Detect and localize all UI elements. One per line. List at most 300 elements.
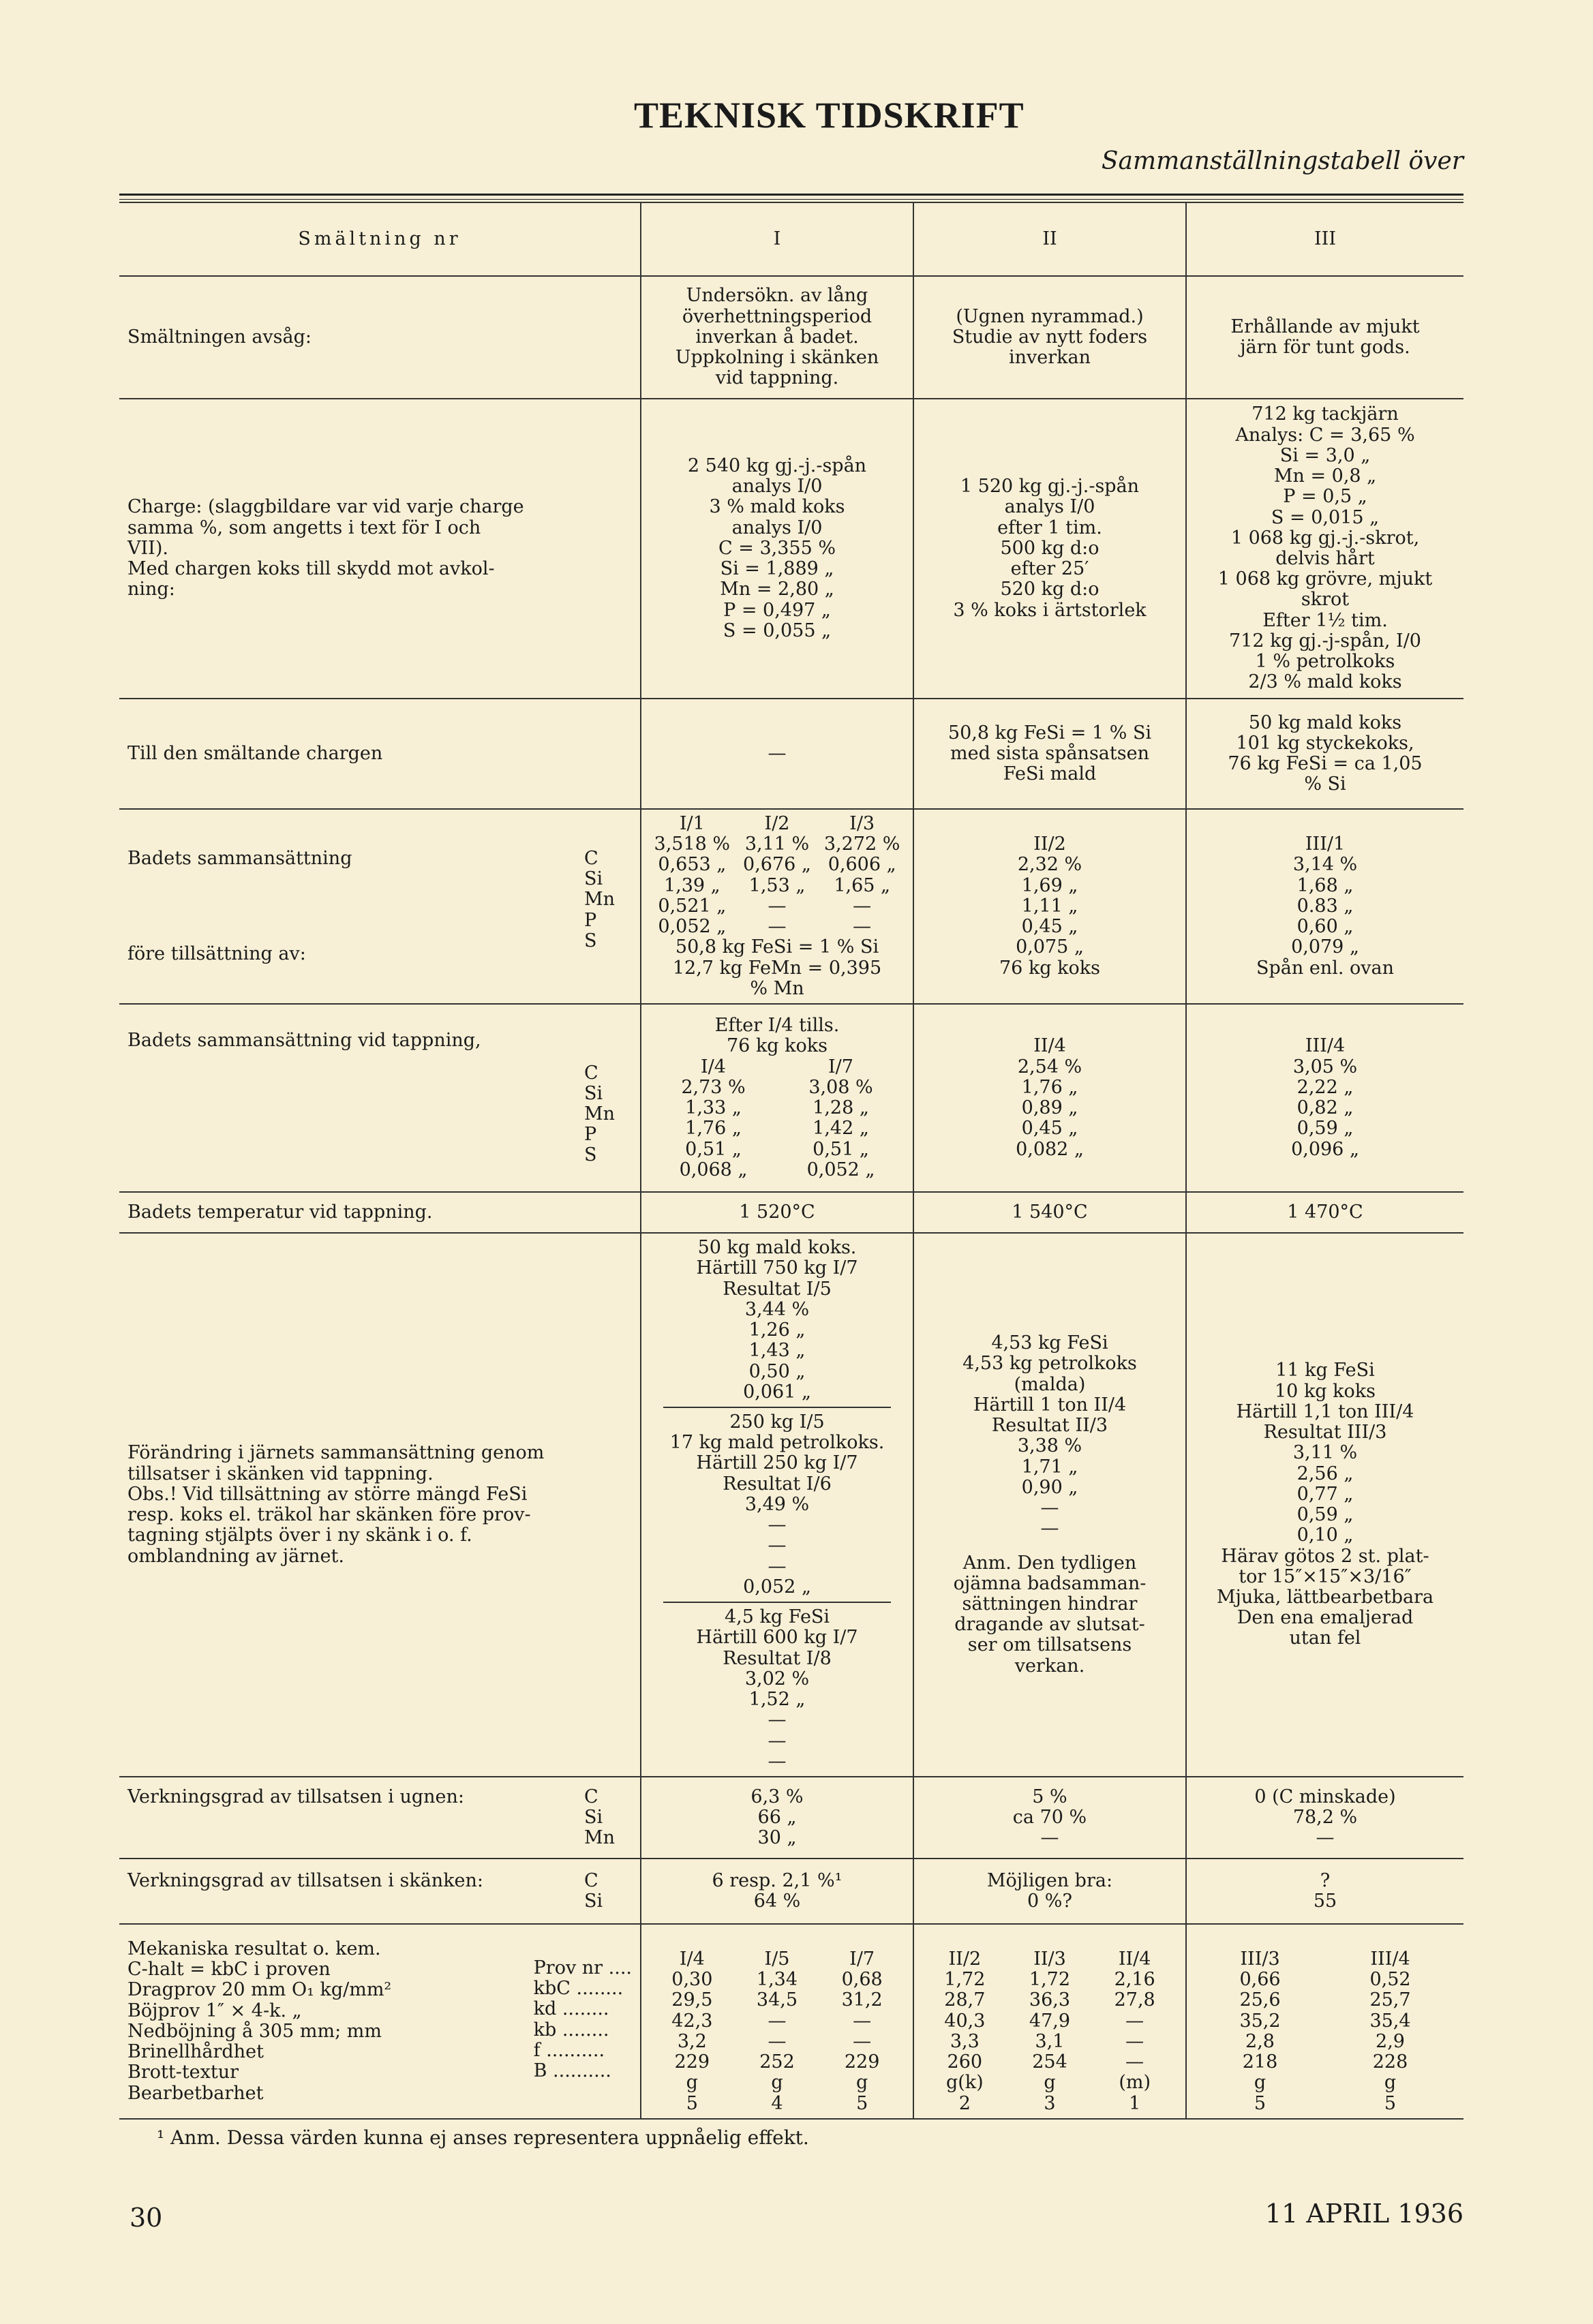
text-line: II/3 bbox=[1033, 1948, 1066, 1970]
table-cell: g(k) bbox=[945, 2072, 984, 2094]
forandring-2 bbox=[913, 1233, 1186, 1777]
text-line: 712 kg tackjärn bbox=[1251, 403, 1399, 425]
text-line: 66 „ bbox=[757, 1806, 797, 1828]
text-line: Resultat I/8 bbox=[723, 1647, 832, 1669]
text-line: Spån enl. ovan bbox=[1256, 957, 1394, 979]
text-line: 1 068 kg gj.-j.-skrot, bbox=[1230, 527, 1420, 549]
label-charge bbox=[119, 399, 641, 699]
text-line: tor 15″×15″×3/16″ bbox=[1239, 1565, 1412, 1587]
table-cell: 3,3 bbox=[950, 2030, 980, 2052]
text-line: C = 3,355 % bbox=[718, 537, 836, 559]
table-cell: 25,7 bbox=[1369, 1989, 1411, 2011]
badets-tappning-3 bbox=[1186, 1004, 1463, 1192]
text-line: Anm. Den tydligen bbox=[962, 1552, 1137, 1574]
table-cell: 5 bbox=[856, 2092, 868, 2114]
mek-1-rows bbox=[650, 1970, 905, 2114]
text-line: 76 kg FeSi = ca 1,05 bbox=[1228, 753, 1423, 774]
text-line: 50 kg mald koks. bbox=[697, 1237, 857, 1259]
table-cell: 252 bbox=[759, 2051, 795, 2073]
text-line: vid tappning. bbox=[715, 367, 839, 389]
table-cell: — bbox=[768, 2010, 787, 2032]
text-line: III/4 bbox=[1370, 1948, 1410, 1970]
table-cell: 0,653 „ bbox=[658, 854, 727, 876]
text-line: Studie av nytt foders bbox=[952, 326, 1148, 348]
forandring-1-a bbox=[650, 1238, 905, 1403]
table-cell: 0,30 bbox=[671, 1969, 713, 1991]
avsag-1 bbox=[641, 276, 913, 399]
table-cell: 3,518 % bbox=[654, 834, 731, 855]
text-line: — bbox=[768, 1514, 787, 1536]
text-line: I/5 bbox=[764, 1948, 790, 1970]
text-line: 3,49 % bbox=[744, 1493, 810, 1515]
mek-1 bbox=[641, 1924, 913, 2119]
badets-fore-2 bbox=[913, 809, 1186, 1004]
table-cell: — bbox=[768, 916, 787, 938]
text-line: Den ena emaljerad bbox=[1237, 1607, 1414, 1629]
text-line: Si bbox=[584, 1082, 603, 1104]
row-badets-tappning bbox=[119, 1004, 1463, 1192]
table-cell: 5 bbox=[686, 2092, 698, 2114]
text-line: 4,53 kg petrolkoks bbox=[962, 1353, 1137, 1375]
text-line: 1,71 „ bbox=[1021, 1456, 1078, 1478]
text-line: 1,76 „ bbox=[1021, 1076, 1078, 1098]
text-line: 4,5 kg FeSi bbox=[724, 1606, 830, 1628]
mek-2-rows bbox=[922, 1970, 1177, 2114]
text-line: 1 520 kg gj.-j.-spån bbox=[960, 476, 1140, 498]
till-3 bbox=[1186, 699, 1463, 809]
badets-tappning-1 bbox=[641, 1004, 913, 1192]
text-line: — bbox=[768, 1750, 787, 1772]
text-line: Förändring i järnets sammansättning genom bbox=[127, 1442, 545, 1464]
text-line: Mekaniska resultat o. kem. bbox=[127, 1938, 381, 1959]
text-line: II/4 bbox=[1118, 1948, 1151, 1970]
text-line: Mjuka, lättbearbetbara bbox=[1216, 1586, 1434, 1608]
text-line: Undersökn. av lång bbox=[686, 285, 868, 307]
text-line: Prov nr .... bbox=[533, 1957, 632, 1978]
text-line: FeSi mald bbox=[1003, 763, 1097, 785]
ugnen-1 bbox=[641, 1777, 913, 1859]
text-line: 0,89 „ bbox=[1021, 1097, 1078, 1119]
divider bbox=[663, 1602, 891, 1603]
row-avsag bbox=[119, 276, 1463, 399]
text-line: 11 kg FeSi bbox=[1275, 1360, 1375, 1381]
till-2 bbox=[913, 699, 1186, 809]
table-cell: g bbox=[1384, 2072, 1397, 2094]
text-line: 712 kg gj.-j-spån, I/0 bbox=[1229, 630, 1421, 652]
table-cell: 1,72 bbox=[944, 1969, 986, 1991]
text-line: 5 % bbox=[1032, 1786, 1067, 1807]
text-line: Härav götos 2 st. plat- bbox=[1221, 1545, 1429, 1567]
text-line: 0,096 „ bbox=[1291, 1138, 1359, 1160]
table-cell: 5 bbox=[1384, 2092, 1397, 2114]
text-line: Mn = 2,80 „ bbox=[720, 579, 834, 600]
mek-labels bbox=[127, 1939, 391, 2104]
text-line: Si bbox=[584, 1806, 603, 1828]
table-cell: 3,2 bbox=[677, 2030, 707, 2052]
table-cell: 28,7 bbox=[944, 1989, 986, 2011]
text-line: Mn bbox=[584, 1827, 616, 1849]
table-cell: 1,53 „ bbox=[748, 874, 806, 896]
table-cell: 2,9 bbox=[1376, 2030, 1405, 2052]
label-ugnen bbox=[119, 1777, 641, 1859]
text-line: tillsatser i skänken vid tappning. bbox=[127, 1463, 434, 1484]
text-line: — bbox=[1316, 1827, 1335, 1849]
label-smaltning-nr: Smältning nr bbox=[119, 202, 641, 276]
badets-fore-elements bbox=[584, 848, 632, 964]
text-line: 1,68 „ bbox=[1296, 874, 1354, 896]
top-rule-thin bbox=[119, 199, 1463, 200]
text-line: Härtill 1 ton II/4 bbox=[973, 1394, 1127, 1416]
text-line: sättningen hindrar bbox=[962, 1593, 1138, 1615]
text-line: % Si bbox=[1304, 774, 1346, 795]
text-line: 12,7 kg FeMn = 0,395 bbox=[672, 957, 882, 979]
mek-3 bbox=[1186, 1924, 1463, 2119]
table-cell: 228 bbox=[1372, 2051, 1408, 2073]
table-cell: 3,1 bbox=[1035, 2030, 1065, 2052]
text-line: 2/3 % mald koks bbox=[1248, 671, 1402, 693]
text-line: 50,8 kg FeSi = 1 % Si bbox=[675, 936, 879, 958]
text-line: 1 068 kg grövre, mjukt bbox=[1217, 568, 1433, 590]
masthead: TEKNISK TIDSKRIFT bbox=[634, 95, 1025, 136]
text-line: 0,59 „ bbox=[1296, 1118, 1354, 1140]
charge-2 bbox=[913, 399, 1186, 699]
text-line: 2,32 % bbox=[1017, 854, 1082, 876]
text-line: Resultat I/6 bbox=[723, 1473, 832, 1495]
row-temp bbox=[119, 1192, 1463, 1233]
row-till bbox=[119, 699, 1463, 809]
text-line: II/4 bbox=[1033, 1035, 1066, 1057]
table-cell: 0,66 bbox=[1239, 1969, 1281, 1991]
text-line: efter 1 tim. bbox=[997, 517, 1102, 538]
ugnen-elements bbox=[584, 1787, 632, 1849]
text-line: Resultat III/3 bbox=[1263, 1422, 1387, 1443]
table-cell: — bbox=[853, 2010, 872, 2032]
text-line: Härtill 750 kg I/7 bbox=[696, 1257, 858, 1279]
text-line: III/4 bbox=[1305, 1035, 1346, 1057]
text-line: 50 kg mald koks bbox=[1248, 712, 1402, 733]
text-line: kbC ........ bbox=[533, 1978, 624, 2000]
text-line: 101 kg styckekoks, bbox=[1236, 732, 1414, 754]
ugnen-2 bbox=[913, 1777, 1186, 1859]
text-line: 2,22 „ bbox=[1296, 1076, 1354, 1098]
text-line: 1,69 „ bbox=[1021, 874, 1078, 896]
text-line: 1 % petrolkoks bbox=[1255, 651, 1395, 673]
text-line: — bbox=[768, 1709, 787, 1731]
text-line: Efter 1½ tim. bbox=[1262, 609, 1388, 631]
text-line: 6 resp. 2,1 %¹ bbox=[712, 1869, 843, 1891]
text-line: B .......... bbox=[533, 2060, 611, 2082]
text-line: resp. koks el. träkol har skänken före prov- bbox=[127, 1504, 531, 1526]
text-line: Analys: C = 3,65 % bbox=[1235, 424, 1415, 446]
label-avsag: Smältningen avsåg: bbox=[119, 276, 641, 399]
table-subtitle: Sammanställningstabell över bbox=[1101, 147, 1463, 175]
text-line: 0,052 „ bbox=[743, 1576, 811, 1597]
forandring-2-values bbox=[922, 1333, 1177, 1539]
table-cell: 0,51 „ bbox=[813, 1138, 869, 1160]
text-line: 17 kg mald petrolkoks. bbox=[669, 1432, 885, 1454]
text-line: P = 0,5 „ bbox=[1283, 486, 1367, 508]
text-line: Mn bbox=[584, 1103, 616, 1125]
text-line: ? bbox=[1320, 1869, 1331, 1891]
table-cell: 1,72 bbox=[1029, 1969, 1071, 1991]
text-line: C bbox=[584, 1786, 598, 1807]
table-cell: g bbox=[1254, 2072, 1266, 2094]
table-cell: 229 bbox=[674, 2051, 710, 2073]
text-line: 30 „ bbox=[757, 1827, 797, 1849]
text-line: III/3 bbox=[1240, 1948, 1280, 1970]
table-cell: 35,2 bbox=[1239, 2010, 1281, 2032]
text-line: P = 0,497 „ bbox=[723, 599, 831, 621]
table-cell: 260 bbox=[947, 2051, 983, 2073]
table-cell: 0,51 „ bbox=[685, 1138, 742, 1160]
label-badets-fore bbox=[119, 809, 641, 1004]
text-line: P bbox=[584, 1124, 597, 1146]
table-cell: — bbox=[853, 2030, 872, 2052]
table-cell: 4 bbox=[771, 2092, 783, 2114]
text-line: Brott-textur bbox=[127, 2062, 239, 2083]
text-line: C-halt = kbC i proven bbox=[127, 1959, 331, 1981]
text-line: 0,10 „ bbox=[1296, 1525, 1354, 1546]
badets-tappning-2 bbox=[913, 1004, 1186, 1192]
badets-fore-label2: före tillsättning av: bbox=[127, 943, 306, 965]
table-cell: 0,052 „ bbox=[658, 916, 727, 938]
text-line: inverkan bbox=[1008, 347, 1091, 369]
row-charge bbox=[119, 399, 1463, 699]
forandring-1-b bbox=[650, 1412, 905, 1597]
text-line: Härtill 600 kg I/7 bbox=[696, 1627, 858, 1649]
row-badets-fore bbox=[119, 809, 1463, 1004]
text-line: 0,60 „ bbox=[1296, 916, 1354, 938]
text-line: 4,53 kg FeSi bbox=[991, 1332, 1108, 1354]
table-cell: 5 bbox=[1254, 2092, 1266, 2114]
text-line: Brinellhårdhet bbox=[127, 2041, 264, 2063]
avsag-2 bbox=[913, 276, 1186, 399]
table-cell: 42,3 bbox=[671, 2010, 713, 2032]
badets-fore-1 bbox=[641, 809, 913, 1004]
mek-2-head bbox=[922, 1949, 1177, 1970]
badets-fore-1-rows bbox=[650, 834, 905, 937]
text-line: Mn bbox=[584, 889, 616, 911]
text-line: Dragprov 20 mm O₁ kg/mm² bbox=[127, 1979, 392, 2001]
text-line: I/7 bbox=[849, 1948, 875, 1970]
text-line: I/1 bbox=[679, 813, 705, 834]
page-number: 30 bbox=[130, 2203, 163, 2233]
text-line: 0,45 „ bbox=[1021, 1118, 1078, 1140]
table-cell: 1,34 bbox=[756, 1969, 798, 1991]
table-cell: 47,9 bbox=[1029, 2010, 1071, 2032]
badets-fore-label: Badets sammansättning bbox=[127, 847, 352, 869]
label-badets-tappning bbox=[119, 1004, 641, 1192]
text-line: 78,2 % bbox=[1292, 1806, 1358, 1828]
text-line: f .......... bbox=[533, 2039, 605, 2061]
table-cell: g bbox=[686, 2072, 698, 2094]
text-line: 1,43 „ bbox=[748, 1340, 806, 1362]
text-line: 6,3 % bbox=[750, 1786, 804, 1807]
table-cell: 1,76 „ bbox=[685, 1118, 742, 1140]
text-line: delvis hårt bbox=[1275, 548, 1375, 569]
text-line: 0,90 „ bbox=[1021, 1476, 1078, 1498]
text-line: ning: bbox=[127, 579, 175, 600]
mek-3-head bbox=[1195, 1949, 1455, 1970]
table-cell: — bbox=[1125, 2051, 1144, 2073]
table-cell: 34,5 bbox=[756, 1989, 798, 2011]
row-mek bbox=[119, 1924, 1463, 2119]
label-skanken bbox=[119, 1859, 641, 1924]
forandring-2-anm bbox=[922, 1553, 1177, 1677]
badets-tappning-1-top bbox=[650, 1015, 905, 1056]
text-line: 0,45 „ bbox=[1021, 916, 1078, 938]
skanken-2 bbox=[913, 1859, 1186, 1924]
text-line: 0 %? bbox=[1027, 1890, 1072, 1912]
issue-date: 11 APRIL 1936 bbox=[1264, 2199, 1463, 2229]
table-cell: 0,68 bbox=[841, 1969, 883, 1991]
table-cell: 29,5 bbox=[671, 1989, 713, 2011]
label-forandring bbox=[119, 1233, 641, 1777]
avsag-3 bbox=[1186, 276, 1463, 399]
table-cell: 36,3 bbox=[1029, 1989, 1071, 2011]
row-skanken bbox=[119, 1859, 1463, 1924]
table-cell: 2,16 bbox=[1114, 1969, 1155, 1991]
text-line: I/3 bbox=[849, 813, 875, 834]
table-cell: 218 bbox=[1242, 2051, 1278, 2073]
text-line: med sista spånsatsen bbox=[950, 742, 1149, 764]
table-cell: 35,4 bbox=[1369, 2010, 1411, 2032]
forandring-1-c bbox=[650, 1607, 905, 1772]
footnote: ¹ Anm. Dessa värden kunna ej anses representera uppnåelig effekt. bbox=[157, 2126, 809, 2149]
table-cell: 31,2 bbox=[841, 1989, 883, 2011]
text-line: analys I/0 bbox=[731, 476, 823, 498]
table-cell: 1,39 „ bbox=[663, 874, 720, 896]
table-cell: — bbox=[1125, 2030, 1144, 2052]
table-cell: 3,08 % bbox=[808, 1076, 873, 1098]
table-cell: 3,272 % bbox=[823, 834, 900, 855]
text-line: Böjprov 1″ × 4-k. „ bbox=[127, 2000, 302, 2021]
table-cell: 3,11 % bbox=[744, 834, 810, 855]
text-line: Härtill 1,1 ton III/4 bbox=[1236, 1401, 1414, 1422]
mek-1-head bbox=[650, 1949, 905, 1970]
text-line: 0,082 „ bbox=[1016, 1138, 1084, 1160]
col-header-1: I bbox=[641, 202, 913, 276]
text-line: Erhållande av mjukt bbox=[1230, 316, 1420, 337]
text-line: II/2 bbox=[1033, 834, 1066, 855]
text-line: Resultat II/3 bbox=[991, 1415, 1108, 1437]
table-cell: 0,606 „ bbox=[828, 854, 896, 876]
table-cell: 0,052 „ bbox=[806, 1159, 875, 1180]
table-cell: 2,73 % bbox=[681, 1076, 746, 1098]
text-line: Härtill 250 kg I/7 bbox=[696, 1452, 858, 1474]
text-line: analys I/0 bbox=[731, 517, 823, 538]
text-line: tagning stjälpts över i ny skänk i o. f. bbox=[127, 1525, 472, 1546]
temp-3: 1 470°C bbox=[1186, 1192, 1463, 1233]
text-line: 0,82 „ bbox=[1296, 1097, 1354, 1119]
text-line: omblandning av järnet. bbox=[127, 1545, 344, 1567]
table-cell: — bbox=[768, 895, 787, 917]
text-line: kd ........ bbox=[533, 1998, 609, 2020]
row-smaltning-nr bbox=[119, 202, 1463, 276]
text-line: 3,02 % bbox=[744, 1668, 810, 1690]
table-cell: 1,33 „ bbox=[685, 1097, 742, 1119]
table-cell: 27,8 bbox=[1114, 1989, 1155, 2011]
text-line: ca 70 % bbox=[1012, 1806, 1087, 1828]
badets-fore-1-extra bbox=[650, 937, 905, 999]
text-line: 250 kg I/5 bbox=[729, 1411, 825, 1433]
text-line: 1,52 „ bbox=[748, 1689, 806, 1711]
text-line: efter 25′ bbox=[1010, 558, 1089, 580]
forandring-3 bbox=[1186, 1233, 1463, 1777]
text-line: dragande av slutsat- bbox=[954, 1614, 1145, 1636]
text-line: 0.83 „ bbox=[1296, 895, 1354, 917]
table-cell: 0,52 bbox=[1369, 1969, 1411, 1991]
text-line: I/7 bbox=[828, 1056, 853, 1077]
text-line: 1,11 „ bbox=[1021, 895, 1078, 917]
text-line: — bbox=[768, 1730, 787, 1752]
ugnen-3 bbox=[1186, 1777, 1463, 1859]
col-header-2: II bbox=[913, 202, 1186, 276]
text-line: 0 (C minskade) bbox=[1254, 1786, 1396, 1807]
text-line: 2 540 kg gj.-j.-spån bbox=[687, 455, 867, 476]
text-line: 50,8 kg FeSi = 1 % Si bbox=[947, 722, 1152, 744]
temp-2: 1 540°C bbox=[913, 1192, 1186, 1233]
text-line: Si bbox=[584, 1890, 603, 1912]
text-line: överhettningsperiod bbox=[682, 305, 873, 327]
table-cell: 1,65 „ bbox=[834, 874, 890, 896]
table-cell: — bbox=[853, 916, 872, 938]
badets-tappning-label: Badets sammansättning vid tappning, bbox=[127, 1029, 481, 1051]
skanken-elements bbox=[584, 1871, 632, 1912]
mek-2 bbox=[913, 1924, 1186, 2119]
text-line: I/2 bbox=[764, 813, 790, 834]
row-forandring bbox=[119, 1233, 1463, 1777]
table-cell: 1 bbox=[1129, 2092, 1141, 2114]
text-line: ser om tillsatsens bbox=[967, 1634, 1132, 1656]
text-line: 55 bbox=[1313, 1890, 1337, 1912]
divider bbox=[663, 1407, 891, 1408]
text-line: 500 kg d:o bbox=[1000, 537, 1099, 559]
text-line: S = 0,015 „ bbox=[1271, 506, 1380, 528]
charge-3 bbox=[1186, 399, 1463, 699]
text-line: Charge: (slaggbildare var vid varje charge bbox=[127, 496, 524, 518]
text-line: Möjligen bra: bbox=[986, 1869, 1113, 1891]
skanken-1 bbox=[641, 1859, 913, 1924]
badets-tappning-1-head bbox=[650, 1057, 905, 1077]
table-cell: 2 bbox=[958, 2092, 971, 2114]
row-ugnen bbox=[119, 1777, 1463, 1859]
badets-fore-1-head bbox=[650, 814, 905, 834]
text-line: 2,56 „ bbox=[1296, 1463, 1354, 1484]
table-cell: 40,3 bbox=[944, 2010, 986, 2032]
text-line: analys I/0 bbox=[1004, 496, 1095, 518]
text-line: — bbox=[768, 1535, 787, 1557]
text-line: Bearbetbarhet bbox=[127, 2082, 264, 2104]
text-line: % Mn bbox=[750, 977, 804, 999]
table-cell: 1,28 „ bbox=[813, 1097, 869, 1119]
text-line: Nedböjning å 305 mm; mm bbox=[127, 2020, 382, 2042]
text-line: samma %, som angetts i text för I och bbox=[127, 517, 481, 538]
label-mek bbox=[119, 1924, 641, 2119]
text-line: 2,54 % bbox=[1017, 1056, 1082, 1077]
text-line: 76 kg koks bbox=[727, 1035, 828, 1057]
text-line: 64 % bbox=[753, 1890, 801, 1912]
text-line: I/4 bbox=[701, 1056, 726, 1077]
table-cell: 229 bbox=[844, 2051, 880, 2073]
text-line: (Ugnen nyrammad.) bbox=[956, 305, 1144, 327]
text-line: 0,079 „ bbox=[1291, 936, 1359, 958]
table-cell: (m) bbox=[1119, 2072, 1151, 2094]
text-line: Si = 1,889 „ bbox=[720, 558, 834, 580]
top-rule bbox=[119, 194, 1463, 196]
text-line: Med chargen koks till skydd mot avkol- bbox=[127, 558, 495, 580]
text-line: Mn = 0,8 „ bbox=[1273, 465, 1377, 487]
